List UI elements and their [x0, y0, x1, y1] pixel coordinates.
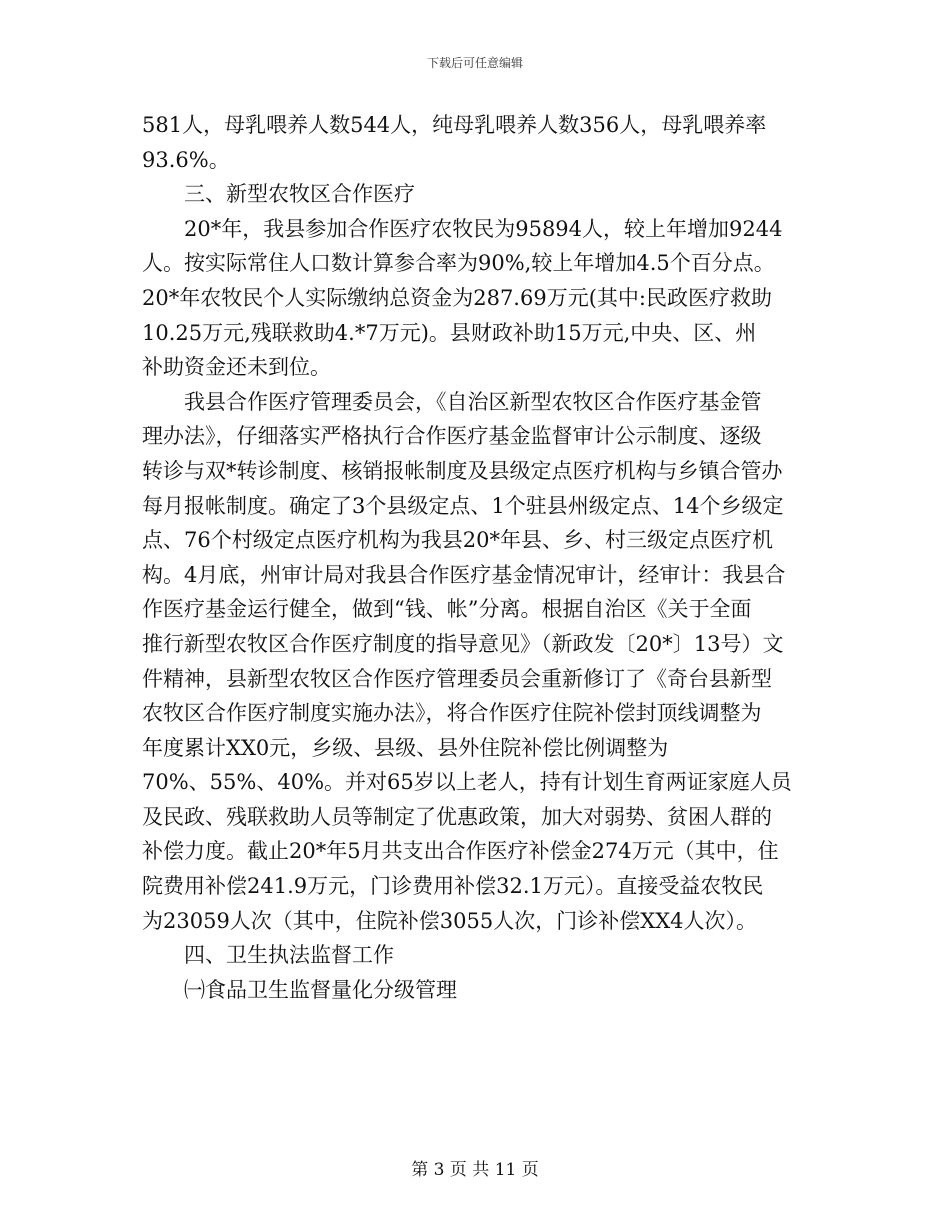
body-line: 581人，母乳喂养人数544人，纯母乳喂养人数356人，母乳喂养率: [142, 113, 767, 137]
page-footer: 第 3 页 共 11 页: [411, 1160, 539, 1180]
document-body: [142, 108, 812, 1007]
body-line: 转诊与双*转诊制度、核销报帐制度及县级定点医疗机构与乡镇合管办: [142, 458, 783, 483]
body-line: 院费用补偿241.9万元，门诊费用补偿32.1万元）。直接受益农牧民: [142, 874, 764, 899]
body-line: 20*年农牧民个人实际缴纳总资金为287.69万元(其中:民政医疗救助: [142, 285, 772, 310]
body-line: 每月报帐制度。确定了3个县级定点、1个驻县州级定点、14个乡级定: [142, 493, 784, 518]
body-line: 补助资金还未到位。: [142, 355, 331, 380]
body-line: 农牧区合作医疗制度实施办法》，将合作医疗住院补偿封顶线调整为: [142, 701, 762, 726]
subsection-heading: ㈠食品卫生监督量化分级管理: [184, 977, 457, 1002]
body-line: 理办法》，仔细落实严格执行合作医疗基金监督审计公示制度、逐级: [142, 424, 762, 449]
body-line: 我县合作医疗管理委员会，《自治区新型农牧区合作医疗基金管: [184, 389, 762, 414]
page-header: 下载后可任意编辑: [426, 56, 523, 70]
body-line: 93.6%。: [142, 147, 230, 172]
body-line: 补偿力度。截止20*年5月共支出合作医疗补偿金274万元（其中，住: [142, 839, 779, 864]
body-line: 20*年，我县参加合作医疗农牧民为95894人，较上年增加9244: [184, 216, 783, 241]
body-line: 点、76个村级定点医疗机构为我县20*年县、乡、村三级定点医疗机: [142, 528, 773, 553]
body-line: 人。按实际常住人口数计算参合率为90%,较上年增加4.5个百分点。: [142, 251, 775, 276]
section-heading: 四、卫生执法监督工作: [184, 943, 394, 968]
body-line: 70%、55%、40%。并对65岁以上老人，持有计划生育两证家庭人员: [142, 770, 792, 795]
body-line: 10.25万元,残联救助4.*7万元)。县财政补助15万元,中央、区、州: [142, 320, 757, 345]
body-line: 为23059人次（其中，住院补偿3055人次，门诊补偿XX4人次）。: [142, 908, 758, 933]
body-line: 推行新型农牧区合作医疗制度的指导意见》（新政发〔20*〕13号）文: [142, 631, 784, 656]
body-line: 及民政、残联救助人员等制定了优惠政策，加大对弱势、贫困人群的: [142, 804, 772, 829]
section-heading: 三、新型农牧区合作医疗: [184, 182, 415, 207]
body-line: 作医疗基金运行健全，做到“钱、帐”分离。根据自治区《关于全面: [142, 597, 752, 622]
body-line: 构。4月底，州审计局对我县合作医疗基金情况审计，经审计：我县合: [142, 562, 786, 587]
body-line: 年度累计XX0元，乡级、县级、县外住院补偿比例调整为: [142, 735, 669, 760]
body-line: 件精神，县新型农牧区合作医疗管理委员会重新修订了《奇台县新型: [142, 666, 772, 691]
